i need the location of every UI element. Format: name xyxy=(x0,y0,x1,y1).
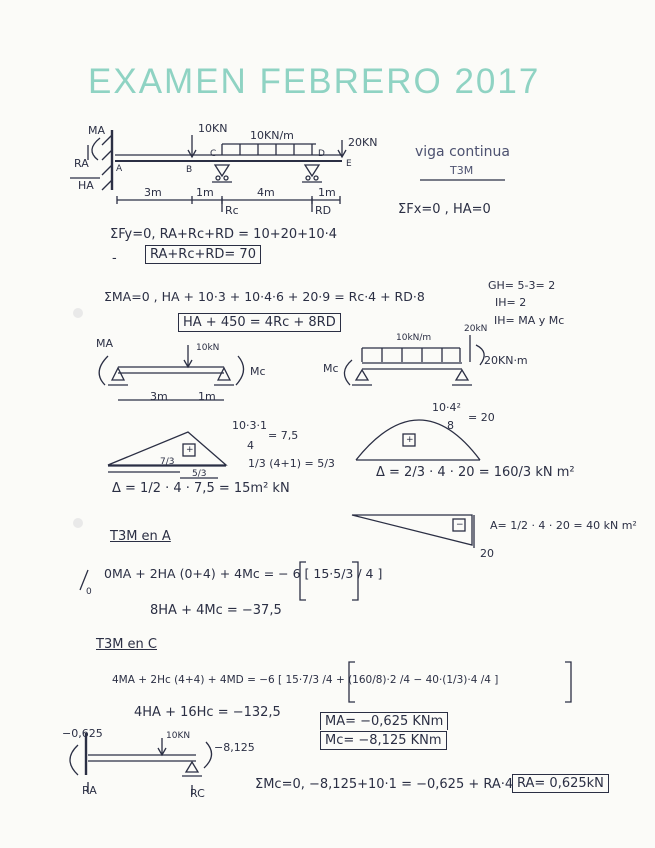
note-ih: IH= 2 xyxy=(495,296,527,309)
dim-4m: 4m xyxy=(257,186,275,199)
final-mc-value: −8,125 xyxy=(214,741,255,754)
load-distributed: 10KN/m xyxy=(250,129,294,142)
label-ra: RA xyxy=(74,157,89,170)
diag2-sign: + xyxy=(406,435,414,445)
sub-beam-1 xyxy=(99,345,243,403)
label-c: C xyxy=(210,149,217,159)
final-ra: RA xyxy=(82,784,97,797)
note-t3m: T3M xyxy=(450,164,474,177)
t3m-a-zero: 0 xyxy=(86,587,92,597)
sub1-ma: MA xyxy=(96,337,114,350)
eq-sum-ma: ΣMA=0 , HA + 10·3 + 10·4·6 + 20·9 = Rc·4 + RD·8 xyxy=(104,289,425,304)
label-rd: RD xyxy=(315,204,332,217)
diag1-l2: 5/3 xyxy=(192,469,207,479)
eq-sum-ma-boxed: HA + 450 = 4Rc + 8RD xyxy=(178,313,341,332)
diag1-den: 4 xyxy=(247,439,254,452)
sub2-moment: 20KN·m xyxy=(484,354,528,367)
label-e: E xyxy=(346,159,352,169)
page-title: EXAMEN FEBRERO 2017 xyxy=(88,62,541,101)
diag2-area: Δ = 2/3 · 4 · 20 = 160/3 kN m² xyxy=(376,465,575,480)
diag2-den: 8 xyxy=(447,419,454,432)
final-rc: RC xyxy=(190,787,205,800)
t3m-c-heading: T3M en C xyxy=(96,637,158,652)
final-ma-value: −0,625 xyxy=(62,727,103,740)
t3m-a-eq2: 8HA + 4Mc = −37,5 xyxy=(150,603,282,618)
t3m-a-heading: T3M en A xyxy=(110,529,171,544)
diag1-sign: + xyxy=(186,445,194,455)
sub1-1m: 1m xyxy=(198,390,216,403)
dim-1m-b: 1m xyxy=(318,186,336,199)
label-ha: HA xyxy=(78,179,94,192)
label-a: A xyxy=(116,164,123,174)
diag1-l1: 7/3 xyxy=(160,457,175,467)
label-ma: MA xyxy=(88,124,106,137)
diag1-area: Δ = 1/2 · 4 · 7,5 = 15m² kN xyxy=(112,481,290,496)
sub1-3m: 3m xyxy=(150,390,168,403)
eq-sum-fy: ΣFy=0, RA+Rc+RD = 10+20+10·4 xyxy=(110,227,337,242)
final-load: 10KN xyxy=(166,731,191,741)
note-gh: GH= 5-3= 2 xyxy=(488,279,556,292)
beam-main xyxy=(70,130,505,212)
load-10kn: 10KN xyxy=(198,122,228,135)
label-rc: Rc xyxy=(225,204,239,217)
t3m-c-eq2: 4HA + 16Hc = −132,5 xyxy=(134,705,281,720)
diag1-third: 1/3 (4+1) = 5/3 xyxy=(248,457,335,470)
sub2-mc: Mc xyxy=(323,362,339,375)
label-d: D xyxy=(318,149,325,159)
sub2-point: 20kN xyxy=(464,324,488,334)
moment-diagram-1 xyxy=(108,432,226,478)
diag3-sign: − xyxy=(456,520,464,530)
eq-sum-fy-boxed: RA+Rc+RD= 70 xyxy=(145,245,261,264)
t3m-a-eq1: 0MA + 2HA (0+4) + 4Mc = − 6 [ 15·5/3 / 4 ] xyxy=(104,566,383,581)
dim-3m: 3m xyxy=(144,186,162,199)
diag2-result: = 20 xyxy=(468,411,495,424)
eq-sum-fx: ΣFx=0 , HA=0 xyxy=(398,202,491,217)
diag2-frac: 10·4² xyxy=(432,401,461,414)
moment-diagram-2 xyxy=(356,420,480,460)
note-ih-unknowns: IH= MA y Mc xyxy=(494,314,565,327)
load-20kn: 20KN xyxy=(348,136,378,149)
answer-mc: Mc= −8,125 KNm xyxy=(320,731,447,750)
note-viga-continua: viga continua xyxy=(415,144,510,160)
dim-1m-a: 1m xyxy=(196,186,214,199)
sub1-load: 10kN xyxy=(196,343,220,353)
final-equation: ΣMc=0, −8,125+10·1 = −0,625 + RA·4 xyxy=(255,777,514,792)
t3m-c-eq1: 4MA + 2Hc (4+4) + 4MD = −6 [ 15·7/3 /4 + (160/8)·2 /4 − 40·(1/3)·4 /4 ] xyxy=(112,674,499,686)
label-b: B xyxy=(186,165,193,175)
diag1-frac: 10·3·1 xyxy=(232,419,267,432)
diag3-value: 20 xyxy=(480,547,494,560)
diag3-area: A= 1/2 · 4 · 20 = 40 kN m² xyxy=(490,519,637,532)
answer-ma: MA= −0,625 KNm xyxy=(320,712,448,730)
diag1-result: = 7,5 xyxy=(268,429,299,442)
sub1-mc: Mc xyxy=(250,365,266,378)
answer-ra: RA= 0,625kN xyxy=(512,774,609,793)
sub2-load: 10kN/m xyxy=(396,333,432,343)
eq-dash: - xyxy=(112,251,117,266)
